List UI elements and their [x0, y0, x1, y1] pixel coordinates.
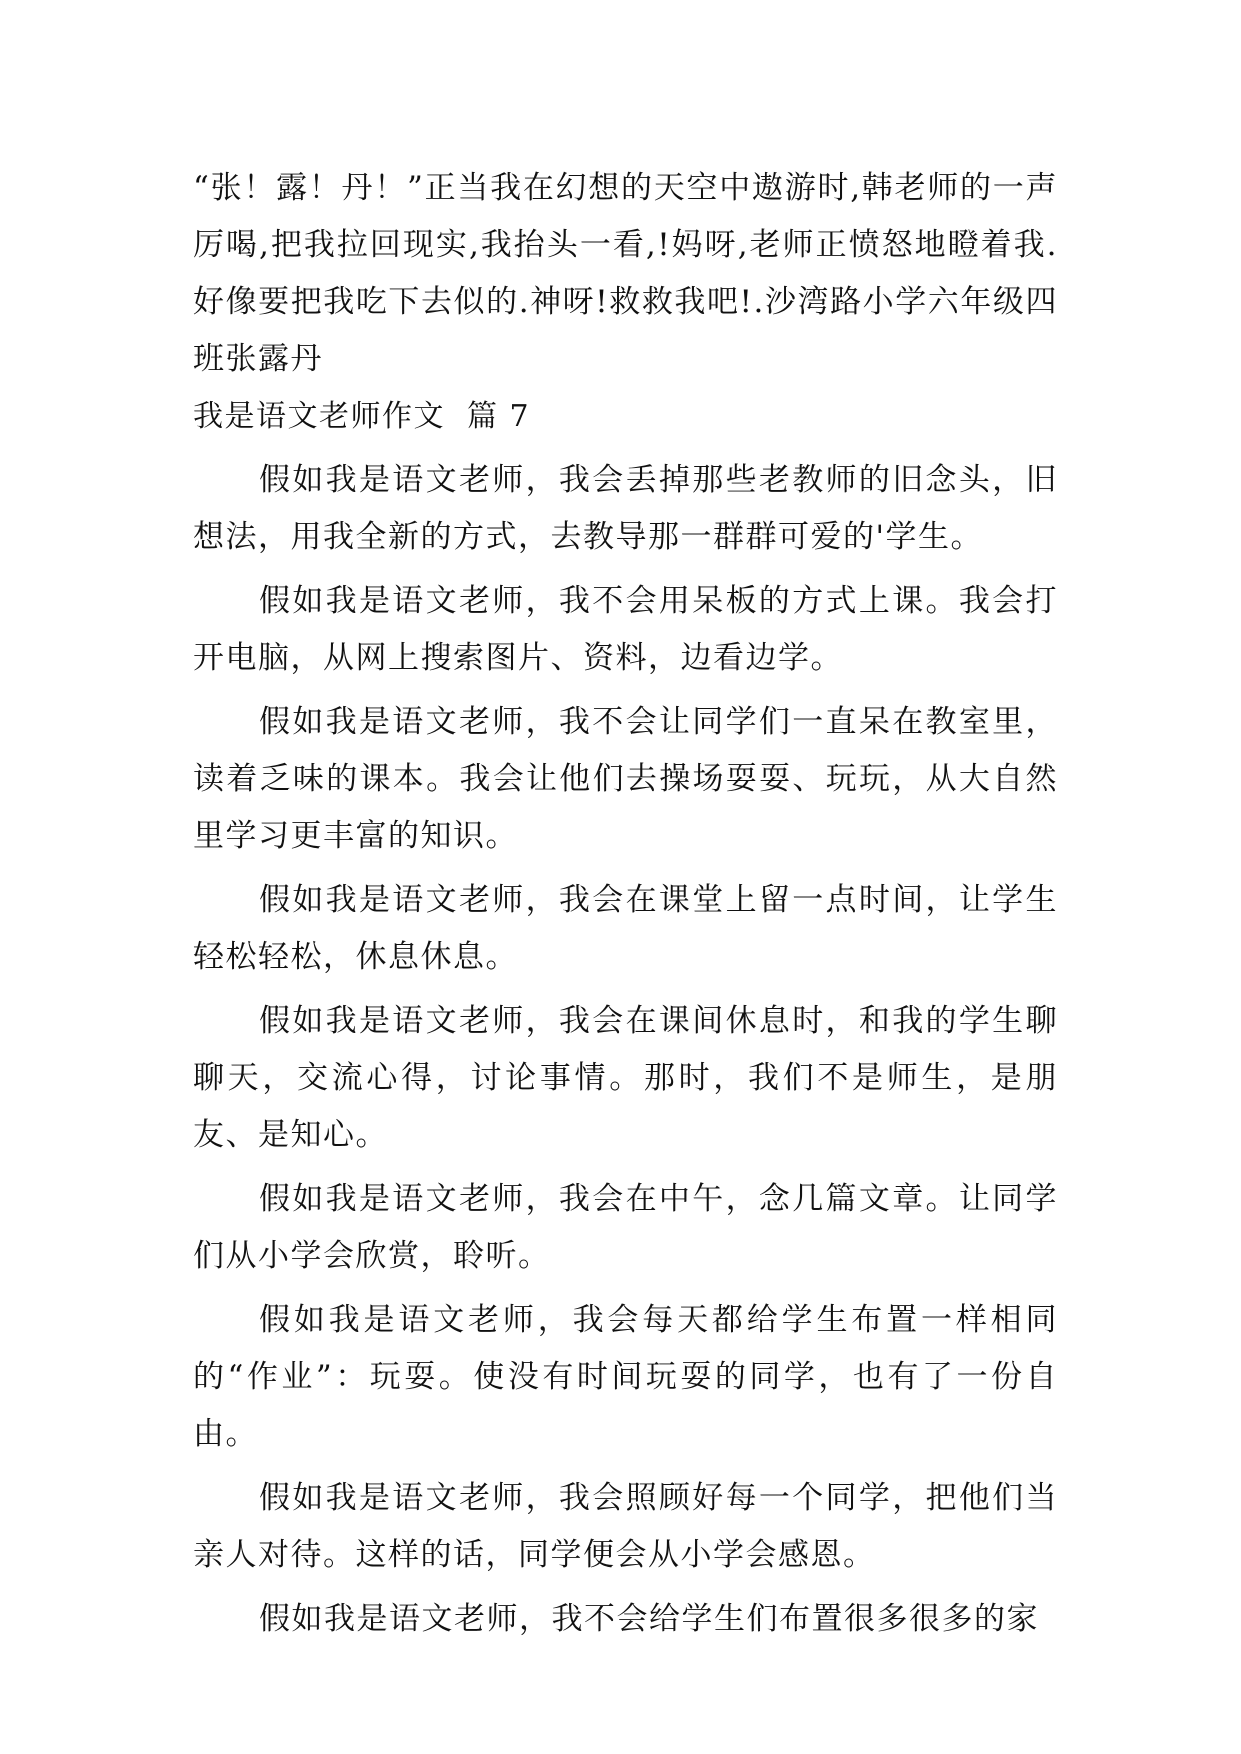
- body-paragraph-2: 假如我是语文老师，我不会用呆板的方式上课。我会打开电脑，从网上搜索图片、资料，边看边学。: [193, 583, 1058, 676]
- body-paragraph-1: 假如我是语文老师，我会丢掉那些老教师的旧念头，旧想法，用我全新的方式，去教导那一群群可爱的'学生。: [193, 462, 1058, 555]
- section-heading: [193, 388, 1058, 445]
- body-paragraph-3: 假如我是语文老师，我不会让同学们一直呆在教室里，读着乏味的课本。我会让他们去操场耍耍、玩玩，从大自然里学习更丰富的知识。: [193, 704, 1058, 854]
- body-paragraph-6: 假如我是语文老师，我会在中午，念几篇文章。让同学们从小学会欣赏，聆听。: [193, 1181, 1058, 1274]
- body-paragraph-9: 假如我是语文老师，我不会给学生们布置很多很多的家: [259, 1601, 1039, 1637]
- body-paragraph-4: 假如我是语文老师，我会在课堂上留一点时间，让学生轻松轻松，休息休息。: [193, 882, 1058, 975]
- section-heading-number: 篇 7: [467, 399, 531, 434]
- body-paragraph-8: 假如我是语文老师，我会照顾好每一个同学，把他们当亲人对待。这样的话，同学便会从小学会感恩。: [193, 1480, 1058, 1573]
- opening-paragraph: “张！露！丹！”正当我在幻想的天空中遨游时,韩老师的一声厉喝,把我拉回现实,我抬头一看,!妈呀,老师正愤怒地瞪着我.好像要把我吃下去似的.神呀!救救我吧!.沙湾路小学六年级四班张露丹: [193, 170, 1058, 377]
- body-paragraph-5: 假如我是语文老师，我会在课间休息时，和我的学生聊聊天，交流心得，讨论事情。那时，我们不是师生，是朋友、是知心。: [193, 1003, 1058, 1153]
- document-body: [193, 160, 1058, 1648]
- section-heading-title: 我是语文老师作文: [193, 399, 445, 434]
- body-paragraph-7: 假如我是语文老师，我会每天都给学生布置一样相同的“作业”：玩耍。使没有时间玩耍的同学，也有了一份自由。: [193, 1302, 1058, 1452]
